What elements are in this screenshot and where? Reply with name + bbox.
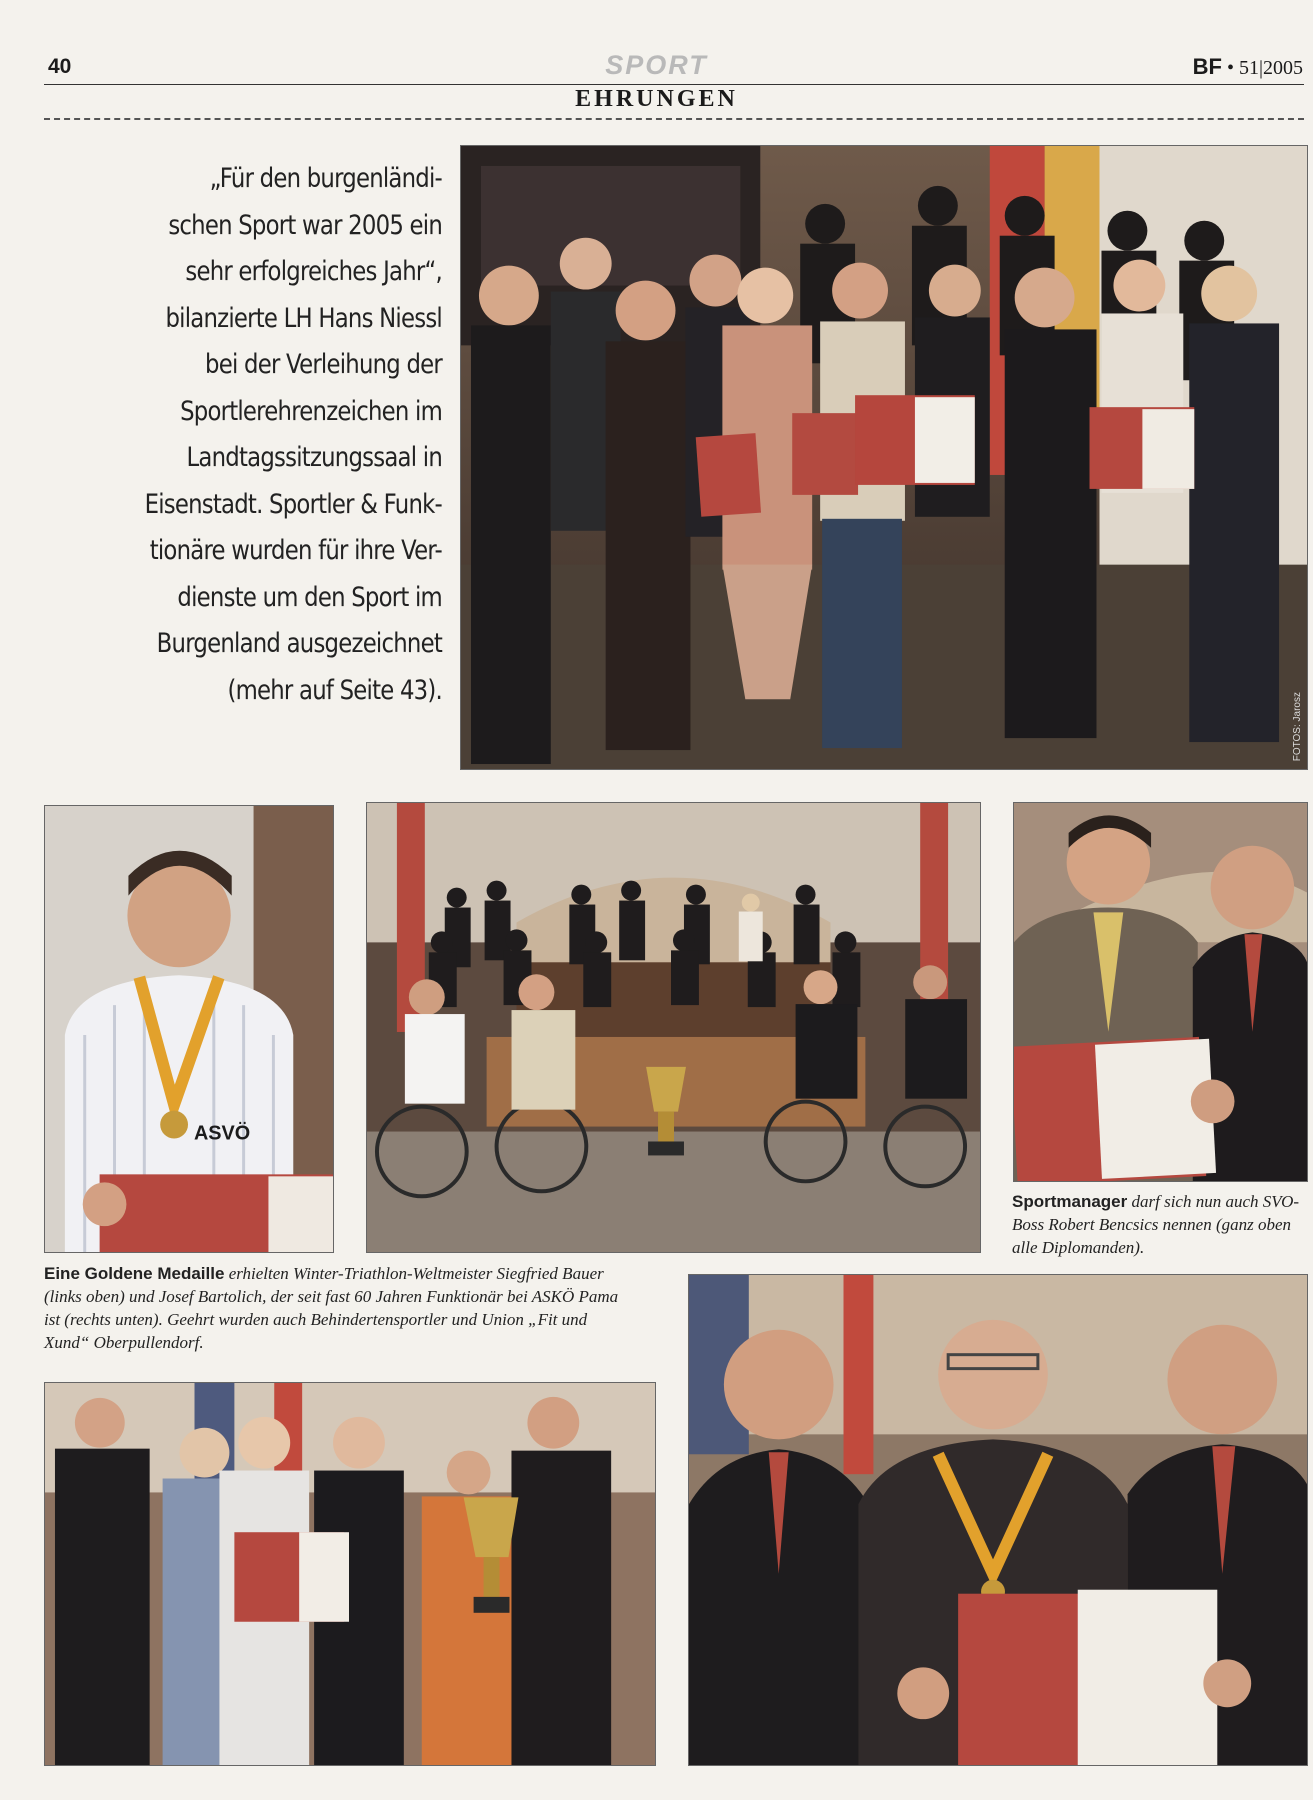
- group-photo-main: [460, 145, 1308, 770]
- intro-line: Sportlerehrenzeichen im: [180, 395, 442, 427]
- medalist-photo: [44, 805, 334, 1253]
- sportmanager-photo: [1013, 802, 1308, 1182]
- bartolich-photo: [688, 1274, 1308, 1766]
- intro-line: dienste um den Sport im: [177, 581, 442, 613]
- team-photo: [366, 802, 981, 1253]
- section-title: SPORT: [605, 50, 708, 80]
- rubric-title: EHRUNGEN: [575, 86, 738, 112]
- masthead-separator: •: [1226, 57, 1234, 79]
- intro-line: Burgenland ausgezeichnet: [156, 628, 442, 659]
- photo-credit: FOTOS: Jarosz: [1292, 691, 1303, 761]
- intro-line: schen Sport war 2005 ein: [168, 209, 442, 241]
- intro-line: (mehr auf Seite 43).: [227, 674, 442, 706]
- intro-line: tionäre wurden für ihre Ver-: [149, 535, 442, 566]
- publication-logo: BF: [1192, 54, 1222, 79]
- caption-medals: [44, 1262, 634, 1354]
- intro-line: bilanzierte LH Hans Niessl: [165, 302, 442, 334]
- dashed-divider: [44, 118, 1304, 120]
- page-number: 40: [48, 55, 72, 78]
- intro-line: bei der Verleihung der: [205, 349, 442, 380]
- masthead: [1193, 54, 1303, 80]
- caption-text: erhielten Winter-Triathlon-Weltmeister Siegfried Bauer (links oben) und Josef Bartolich, der seit fast 60 Jahren Funktionär bei ASKÖ Pama ist (rechts unten). Geehrt wurden auch Behindertensportler und Union „Fit und Xund“ Oberpullendorf.: [44, 1264, 619, 1352]
- intro-line: „Für den burgenländi-: [209, 163, 442, 194]
- caption-lead: Eine Goldene Medaille: [44, 1264, 225, 1283]
- union-illustration: [45, 1383, 655, 1765]
- intro-line: Eisenstadt. Sportler & Funk-: [144, 488, 442, 520]
- bartolich-illustration: [689, 1275, 1307, 1765]
- caption-text: darf sich nun auch SVO-Boss Robert Bencsics nennen (ganz oben alle Diplomanden).: [1012, 1192, 1300, 1257]
- caption-sportmanager: [1012, 1190, 1312, 1259]
- group-photo-illustration: [461, 146, 1307, 769]
- header-rule: [44, 84, 1304, 85]
- medalist-illustration: [45, 806, 333, 1252]
- intro-line: sehr erfolgreiches Jahr“,: [185, 256, 442, 287]
- shirt-logo: ASVÖ: [193, 1122, 251, 1145]
- caption-lead: Sportmanager: [1012, 1192, 1128, 1211]
- sportmanager-illustration: [1014, 803, 1307, 1181]
- intro-line: Landtagssitzungssaal in: [186, 442, 442, 473]
- union-photo: [44, 1382, 656, 1766]
- issue-number: 51|2005: [1238, 57, 1303, 79]
- team-illustration: [367, 803, 980, 1252]
- intro-text: [115, 156, 442, 714]
